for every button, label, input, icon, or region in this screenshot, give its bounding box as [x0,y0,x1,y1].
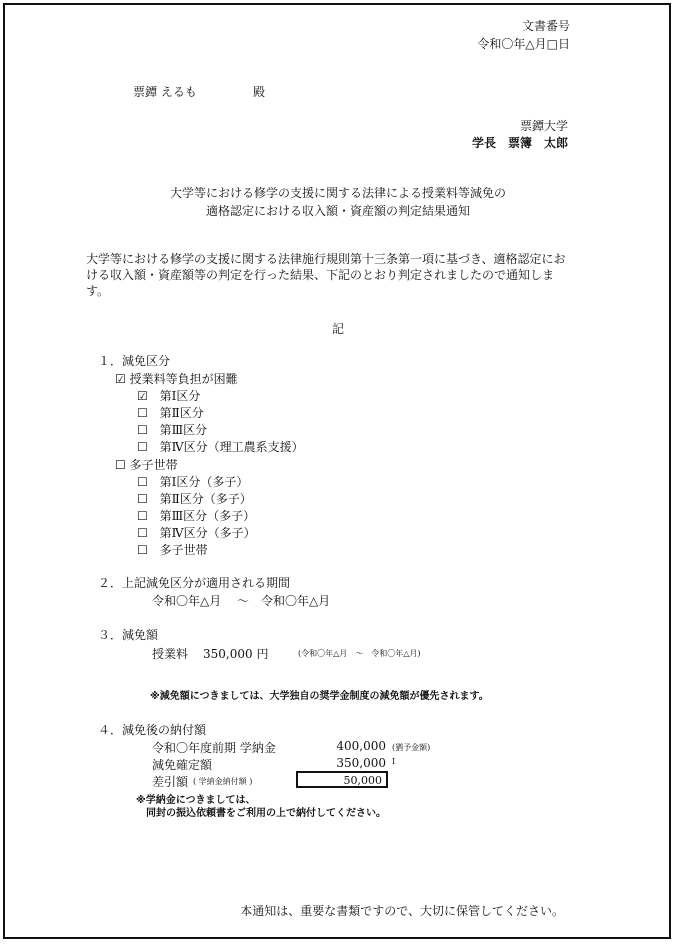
title-line-1: 大学等における修学の支援に関する法律による授業料等減免の [169,186,506,200]
category-a-item-label: 第Ⅲ区分 [159,423,208,437]
category-b-item-label: 多子世帯 [159,543,208,557]
net-amount-box [296,771,388,788]
section3-heading: ３．減免額 [98,628,159,642]
row1-label: 令和〇年度前期 学納金 [152,741,276,755]
row2-value: 350,000 [336,756,386,770]
checkbox-icon: ☐ [137,492,148,506]
reduction-period-note: (令和〇年△月 ～ 令和〇年△月) [298,649,421,658]
category-b-item-label: 第Ⅱ区分（多子） [159,492,252,506]
category-a-item-label: 第Ⅰ区分 [159,389,201,403]
title-line-2: 適格認定における収入額・資産額の判定結果通知 [205,204,470,218]
reduction-note: ※減免額につきましては、大学独自の奨学金制度の減免額が優先されます。 [150,691,489,702]
applicable-period: 令和〇年△月 〜 令和〇年△月 [152,594,331,608]
reduction-amount: 350,000 円 [203,647,269,661]
section1-heading: １．減免区分 [98,354,171,368]
payment-note-line-2: 同封の振込依頼書をご利用の上で納付してください。 [146,808,386,819]
row1-value: 400,000 [336,739,386,753]
category-b-item-label: 第Ⅰ区分（多子） [159,475,249,489]
category-b-item [137,507,255,524]
category-a-item [137,421,207,438]
category-a [115,370,238,387]
category-b-item [137,541,208,558]
recipient-honorific: 殿 [253,85,266,99]
category-b [115,456,178,473]
checkbox-icon: ☑ [137,389,148,403]
category-b-item [137,490,252,507]
sender-president: 学長 票簿 太郎 [471,136,568,150]
tuition-label: 授業料 [152,647,189,661]
section4-heading: ４．減免後の納付額 [98,723,207,737]
category-b-item [137,473,248,490]
recipient-name: 票鐔 えるも [133,85,197,99]
payment-note-line-1: ※学納金につきましては、 [136,795,256,806]
category-b-label: 多子世帯 [129,458,178,472]
checkbox-icon: ☐ [137,543,148,557]
checkbox-icon: ☐ [137,423,148,437]
checkbox-icon: ☐ [137,475,148,489]
row1-note: (猶予金額) [392,743,431,752]
category-a-item [137,438,304,455]
checkbox-icon: ☐ [115,458,126,472]
checkbox-icon: ☐ [137,509,148,523]
checkbox-icon: ☐ [137,526,148,540]
sender-university: 票鐔大学 [519,119,568,133]
issue-date: 令和〇年△月□日 [477,37,570,51]
category-b-item-label: 第Ⅲ区分（多子） [159,509,256,523]
category-b-item [137,524,256,541]
net-amount-value: 50,000 [343,774,382,787]
body-paragraph: 大学等における修学の支援に関する法律施行規則第十三条第一項に基づき、適格認定における収入額・資産額等の判定を行った結果、下記のとおり判定されましたので通知します。 [86,252,566,298]
row3-sublabel: ( 学納金納付額 ) [193,777,253,786]
category-b-item-label: 第Ⅳ区分（多子） [159,526,256,540]
doc-number: 文書番号 [521,19,570,33]
category-a-item-label: 第Ⅳ区分（理工農系支援） [159,440,304,454]
checkbox-icon: ☐ [137,440,148,454]
document-page [3,3,671,939]
footer-note: 本通知は、重要な書類ですので、大切に保管してください。 [240,904,564,918]
ki-heading: 記 [331,322,344,336]
section2-heading: ２．上記減免区分が適用される期間 [98,576,291,590]
row2-label: 減免確定額 [152,758,213,772]
checkbox-icon: ☐ [137,406,148,420]
checkbox-checked-icon: ☑ [115,372,126,386]
row2-mark: I [392,757,396,766]
category-a-item-label: 第Ⅱ区分 [159,406,204,420]
category-a-label: 授業料等負担が困難 [129,372,238,386]
category-a-item [137,404,204,421]
row3-label: 差引額 [152,775,189,789]
category-a-item [137,387,200,404]
